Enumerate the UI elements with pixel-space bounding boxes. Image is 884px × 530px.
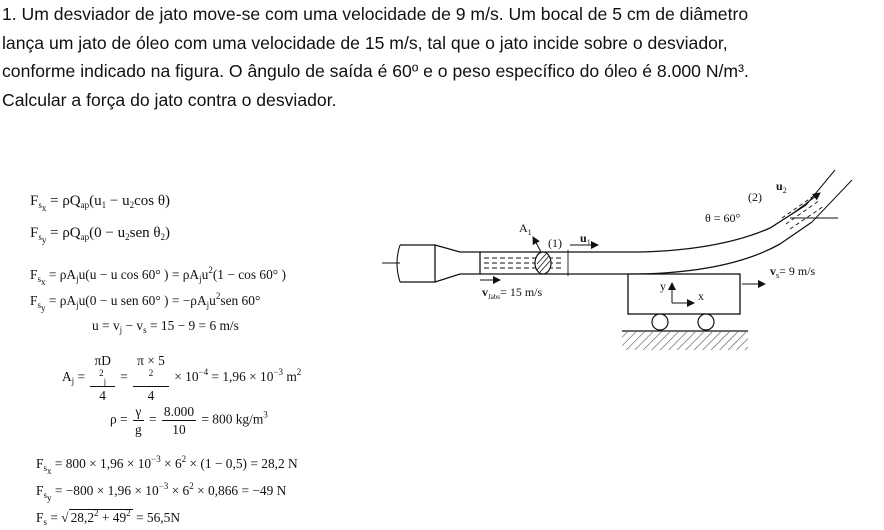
problem-line-4: Calcular a força do jato contra o desviador. (2, 89, 337, 110)
label-theta: θ = 60° (705, 211, 741, 225)
problem-line-1: 1. Um desviador de jato move-se com uma velocidade de 9 m/s. Um bocal de 5 cm de diâmetro (2, 4, 749, 24)
eq-density: ρ = $\frac{\gamma}{g}$ = $\frac{8.000}{10}$ = 800 $kg/m^3$ (110, 404, 268, 437)
label-u1: $u_1$ (580, 231, 591, 247)
ground-hatch (622, 332, 748, 350)
eq-fsy-numeric: $F_{s_y} = -800 \times 1,96 \times 10^{-3} \times 6^2 \times 0,866 = -49$ N (36, 481, 287, 503)
oil-jet (480, 252, 568, 274)
problem-line-2: lança um jato de óleo com uma velocidade de 15 m/s, tal que o jato incide sobre o desviador, (2, 32, 728, 53)
eq-fsx-general: $F_{s_x} = \rho Q_{ap}(u_1 - u_2\cos$ θ) (30, 193, 171, 213)
label-section-1: (1) (548, 236, 562, 250)
eq-relative-velocity: $u = v_j - v_s = 15 - 9 = 6$ m/s (92, 318, 239, 335)
label-y-axis: y (660, 279, 666, 293)
eq-fsx-numeric: $F_{s_x} = 800 \times 1,96 \times 10^{-3} \times 6^2 \times (1 - 0,5) = 28,2$ N (36, 454, 298, 476)
eq-fsy-jet: $F_{s_y} = \rho A_ju(0 - u$ sen 60° ) = $-\rho A_ju^2sen$ 60° (30, 291, 261, 313)
eq-fs-result: $F_s$ = √ $28,2^2 + 49^2 = 56,5N$ (36, 508, 181, 527)
problem-line-3: conforme indicado na figura. O ângulo de saída é 60º e o peso específico do óleo é 8.000 N/m³. (2, 61, 749, 82)
label-section-2: (2) (748, 190, 762, 204)
nozzle (435, 245, 480, 282)
label-vj: $v_{Jabs}= 15$ m/s (482, 285, 543, 301)
exit-jet (782, 170, 852, 229)
eq-fsx-jet: $F_{s_x} = \rho A_ju(u - u$ cos 60° ) = $\rho A_ju^2(1 - \cos 60^\circ$ ) (30, 265, 286, 287)
cart (622, 274, 748, 350)
eq-fsy-general: $F_{s_y} = \rho Q_{ap}(0 - u_2sen$ $\theta_2$) (30, 225, 171, 245)
label-u2: $u_2$ (776, 179, 787, 195)
supply-pipe (382, 245, 435, 282)
label-a1: $A_1$ (519, 221, 532, 237)
eq-jet-area: $A_j$ = πD $^2_j$ 4 = π × 5 $^2$ 4 × $10^{-4} = 1,96 \times 10^{-3}$ $m^2$ (62, 353, 302, 403)
label-vs: $v_s= 9$ m/s (770, 264, 816, 280)
label-x-axis: x (698, 289, 704, 303)
